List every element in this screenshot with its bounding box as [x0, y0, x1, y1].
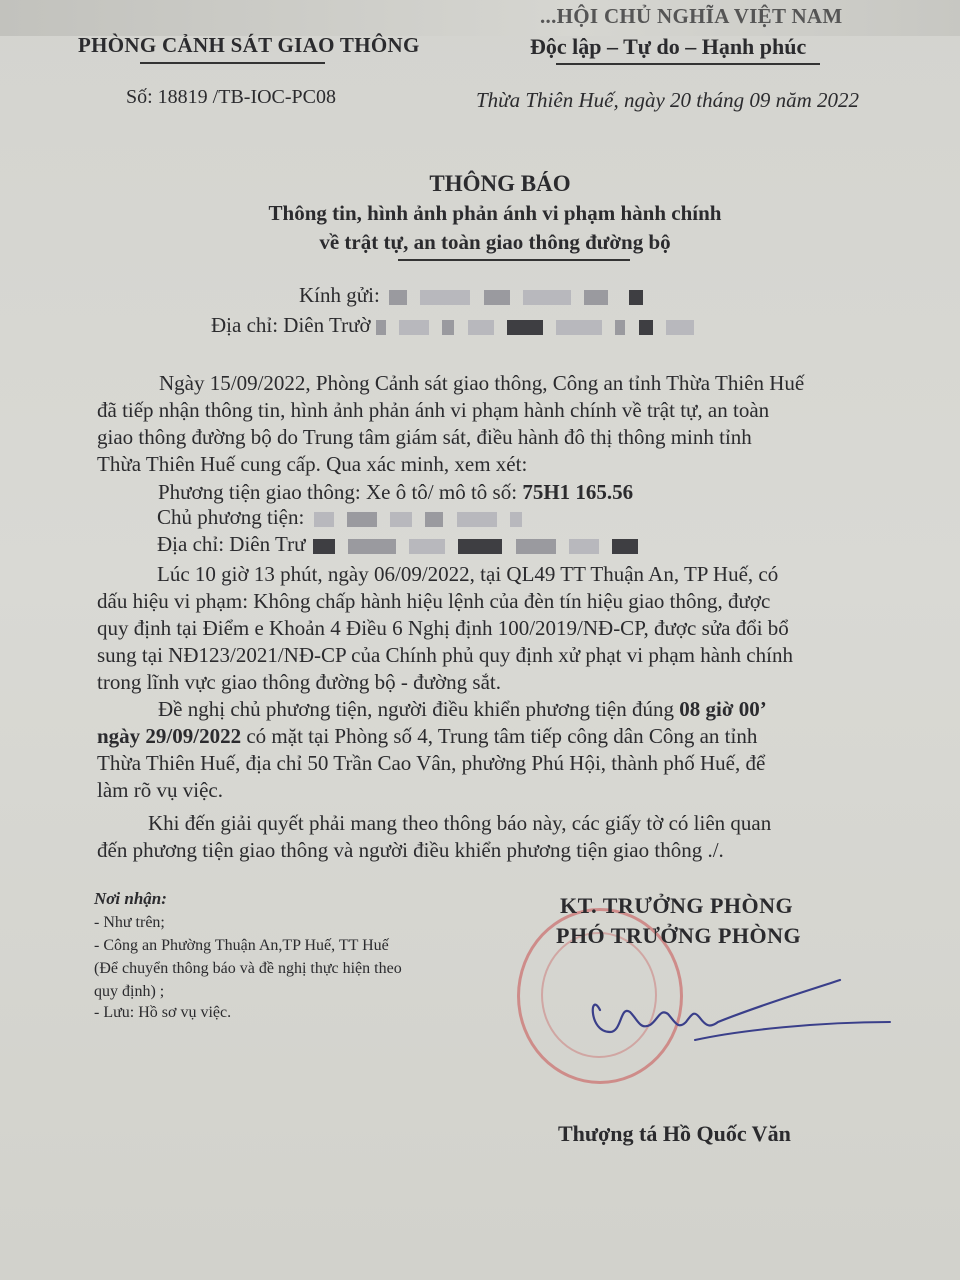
document-title: THÔNG BÁO	[429, 171, 571, 196]
body-p4-line1: Khi đến giải quyết phải mang theo thông báo này, các giấy tờ có liên quan	[148, 811, 772, 835]
country-name-partial: ...HỘI CHỦ NGHĨA VIỆT NAM	[540, 4, 843, 28]
address-label: Địa chỉ: Diên Trườ	[211, 313, 371, 337]
kinh-gui-label: Kính gửi:	[299, 283, 380, 307]
body-p2-line1: Lúc 10 giờ 13 phút, ngày 06/09/2022, tại QL49 TT Thuận An, TP Huế, có	[157, 562, 779, 586]
body-p3-line2-text: có mặt tại Phòng số 4, Trung tâm tiếp công dân Công an tỉnh	[241, 724, 758, 748]
recipient-item: - Lưu: Hồ sơ vụ việc.	[94, 1004, 232, 1021]
owner-address-label: Địa chỉ: Diên Trư	[157, 532, 306, 556]
body-p1-line1: Ngày 15/09/2022, Phòng Cảnh sát giao thông, Công an tỉnh Thừa Thiên Huế	[159, 371, 805, 395]
redacted-block	[347, 512, 377, 527]
redacted-block	[399, 320, 429, 335]
appointment-time: 08 giờ 00’	[679, 697, 767, 721]
body-p3-line1-text: Đề nghị chủ phương tiện, người điều khiển phương tiện đúng	[158, 697, 680, 721]
redacted-block	[420, 290, 470, 305]
recipient-item: quy định) ;	[94, 983, 165, 1000]
redacted-block	[376, 320, 386, 335]
body-p3-line1	[158, 697, 767, 722]
body-p2-line5: trong lĩnh vực giao thông đường bộ - đường sắt.	[97, 670, 501, 694]
body-p1-line3: giao thông đường bộ do Trung tâm giám sát, điều hành đô thị thông minh tỉnh	[97, 425, 752, 449]
owner-label: Chủ phương tiện:	[157, 505, 305, 529]
agency-underline	[140, 62, 325, 64]
redacted-block	[468, 320, 494, 335]
body-p2-line2: dấu hiệu vi phạm: Không chấp hành hiệu lệnh của đèn tín hiệu giao thông, được	[97, 589, 771, 613]
body-p3-line3: Thừa Thiên Huế, địa chỉ 50 Trần Cao Vân, phường Phú Hội, thành phố Huế, để	[97, 751, 766, 775]
handwritten-signature	[560, 970, 900, 1060]
owner-address-line	[157, 532, 642, 557]
redacted-block	[516, 539, 556, 554]
body-p3-line2	[97, 724, 757, 749]
document-subtitle-line1: Thông tin, hình ảnh phản ánh vi phạm hành chính	[268, 201, 722, 225]
addressee-line	[299, 283, 647, 308]
redacted-block	[612, 539, 638, 554]
redacted-block	[314, 512, 334, 527]
redacted-block	[442, 320, 454, 335]
redacted-block	[484, 290, 510, 305]
body-p2-line3: quy định tại Điểm e Khoản 4 Điều 6 Nghị định 100/2019/NĐ-CP, được sửa đổi bổ	[97, 616, 789, 640]
redacted-block	[457, 512, 497, 527]
addressee-address-line	[211, 313, 698, 338]
redacted-block	[556, 320, 602, 335]
redacted-block	[409, 539, 445, 554]
owner-line	[157, 505, 526, 530]
vehicle-label: Phương tiện giao thông: Xe ô tô/ mô tô số:	[158, 480, 523, 504]
redacted-block	[458, 539, 502, 554]
redacted-block	[523, 290, 571, 305]
body-p1-line4: Thừa Thiên Huế cung cấp. Qua xác minh, xem xét:	[97, 452, 528, 476]
recipient-item: (Để chuyển thông báo và đề nghị thực hiện theo	[94, 960, 402, 977]
redacted-block	[510, 512, 522, 527]
subtitle-underline	[398, 259, 630, 261]
document-subtitle-line2: về trật tự, an toàn giao thông đường bộ	[319, 230, 671, 254]
vehicle-line	[158, 480, 633, 505]
redacted-block	[584, 290, 608, 305]
recipients-heading: Nơi nhận:	[94, 889, 167, 908]
body-p2-line4: sung tại NĐ123/2021/NĐ-CP của Chính phủ quy định xử phạt vi phạm hành chính	[97, 643, 793, 667]
redacted-block	[615, 320, 625, 335]
redacted-block	[313, 539, 335, 554]
body-p1-line2: đã tiếp nhận thông tin, hình ảnh phản ánh vi phạm hành chính về trật tự, an toàn	[97, 398, 770, 422]
redacted-block	[348, 539, 396, 554]
place-and-date: Thừa Thiên Huế, ngày 20 tháng 09 năm 2022	[476, 88, 860, 112]
vehicle-plate: 75H1 165.56	[522, 480, 634, 504]
recipient-item: - Như trên;	[94, 914, 165, 931]
body-p4-line2: đến phương tiện giao thông và người điều khiển phương tiện giao thông ./.	[97, 838, 724, 862]
signer-name: Thượng tá Hồ Quốc Văn	[558, 1121, 791, 1146]
issuing-agency: PHÒNG CẢNH SÁT GIAO THÔNG	[78, 33, 420, 57]
signature-title-line1: KT. TRƯỞNG PHÒNG	[560, 893, 794, 918]
redacted-block	[389, 290, 407, 305]
redacted-block	[507, 320, 543, 335]
document-number: Số: 18819 /TB-IOC-PC08	[126, 86, 337, 108]
body-p3-line4: làm rõ vụ việc.	[97, 778, 223, 802]
appointment-date: ngày 29/09/2022	[97, 724, 242, 748]
motto-underline	[556, 63, 820, 65]
recipient-item: - Công an Phường Thuận An,TP Huế, TT Huế	[94, 937, 389, 954]
redacted-block	[569, 539, 599, 554]
redacted-block	[629, 290, 643, 305]
signature-title-line2: PHÓ TRƯỞNG PHÒNG	[556, 923, 802, 948]
redacted-block	[639, 320, 653, 335]
redacted-block	[425, 512, 443, 527]
redacted-block	[390, 512, 412, 527]
redacted-block	[666, 320, 694, 335]
national-motto: Độc lập – Tự do – Hạnh phúc	[530, 34, 807, 59]
